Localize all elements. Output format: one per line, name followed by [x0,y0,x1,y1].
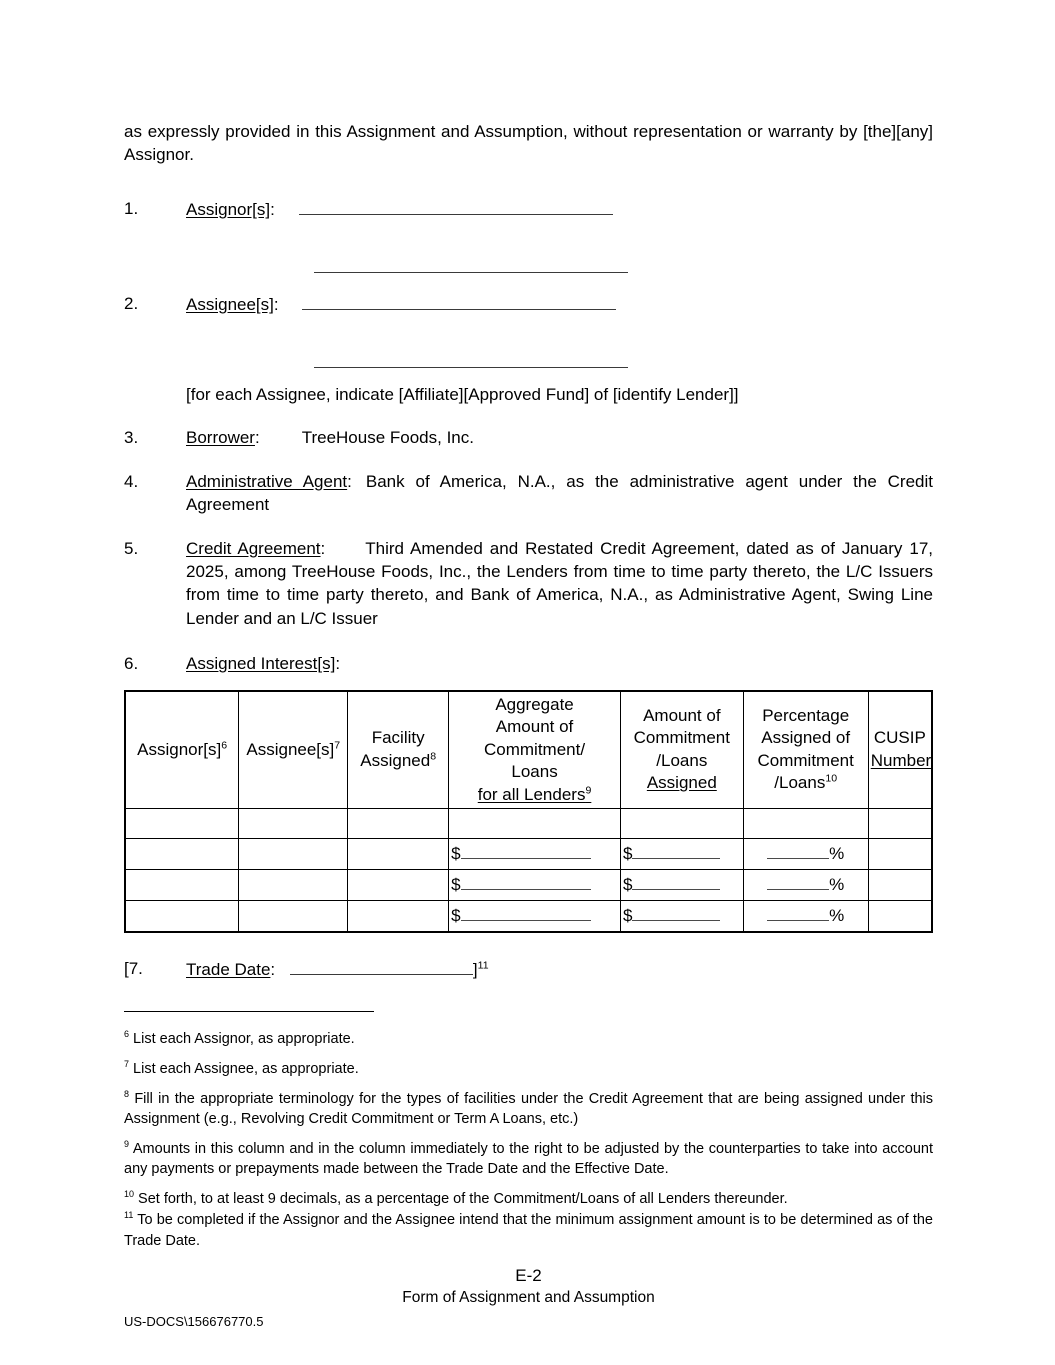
aggregate-amount-cell: $ [449,869,621,900]
assigned-interests-table [124,690,933,933]
borrower-value: TreeHouse Foods, Inc. [301,428,474,448]
empty-cell [743,808,868,838]
percentage-cell: % [743,838,868,869]
trade-date-blank [290,957,473,975]
footnote-ref-11: 11 [477,959,489,972]
item-number: 5. [124,538,139,558]
footnote-10: $^{10}$ Set forth, to at least 9 decimals, as a percentage of the Commitment/Loans of all Lenders thereunder. [124,1189,788,1207]
amount-blank [461,845,591,859]
header-cusip-number: CUSIP Number [868,691,932,809]
footnote-9: $^9$ Amounts in this column and in the column immediately to the right to be adjusted by the counterparties to take into account any payments or prepayments made between the Trade Date and the Effective Date. [124,1138,933,1178]
facility-cell [348,900,449,932]
empty-cell [868,808,932,838]
assignor-cell [125,900,239,932]
footnotes-section [124,1011,933,1251]
item-assignor [124,197,933,280]
label-colon: : [270,959,276,979]
facility-cell [348,869,449,900]
table-header-row [125,691,932,809]
assignee-cell [239,900,348,932]
page-footer [124,1264,933,1332]
label-colon: : [254,428,260,448]
table-data-row [125,900,932,932]
header-facility-assigned: Facility Assigned$^8$ [348,691,449,809]
item-number: 1. [124,198,139,218]
credit-agreement-label: Credit Agreement [186,538,321,558]
assignee-cell [239,838,348,869]
item-borrower [124,426,933,449]
footnote-8: $^8$ Fill in the appropriate terminology for the types of facilities under the Credit Agreement that are being assigned under this Assignment (e.g., Revolving Credit Commitment or Term A Loans, etc.) [124,1088,934,1128]
percent-blank [767,907,829,921]
header-aggregate-amount: Aggregate Amount of Commitment/ Loans for all Lenders$^9$ [449,691,621,809]
assignor-cell [125,869,239,900]
cusip-cell [868,869,932,900]
aggregate-amount-cell: $ [449,838,621,869]
admin-agent-value: Bank of America, N.A., as the administrative agent under the Credit Agreement [186,471,934,515]
table-data-row [125,838,932,869]
footnote-7: $^7$ List each Assignee, as appropriate. [124,1059,359,1078]
percentage-cell: % [743,900,868,932]
empty-cell [620,808,743,838]
assignor-blank-line-2 [314,255,628,273]
assignee-blank-line-2 [314,350,628,368]
percent-blank [767,876,829,890]
amount-blank [461,907,591,921]
item-number: 6. [124,654,139,674]
table-blank-row [125,808,932,838]
cusip-cell [868,838,932,869]
amount-blank [461,876,591,890]
item-assignee [124,292,933,375]
item-number: 3. [124,428,139,448]
borrower-label: Borrower [186,428,255,448]
amount-assigned-cell: $ [620,869,743,900]
item-admin-agent [124,470,933,517]
header-assignee: $Assignee[s]^7$ [239,691,348,809]
assignor-cell [125,838,239,869]
trade-date-label: Trade Date [186,959,271,979]
item-number: 2. [124,293,139,313]
assignor-blank-line-1 [299,197,613,215]
page-number: E-2 [515,1265,542,1285]
aggregate-amount-cell: $ [449,900,621,932]
facility-cell [348,838,449,869]
amount-assigned-cell: $ [620,900,743,932]
assigned-interests-label: Assigned Interest[s] [186,654,336,674]
amount-blank [632,907,720,921]
empty-cell [449,808,621,838]
footnote-6: $^6$ List each Assignor, as appropriate. [124,1029,355,1048]
assignee-cell [239,869,348,900]
footnote-separator [124,1011,374,1012]
assignee-label: Assignee[s] [186,294,274,314]
label-colon: : [273,294,279,314]
amount-blank [632,876,720,890]
item-assigned-interests [124,652,933,675]
empty-cell [125,808,239,838]
close-bracket: ] [472,959,478,979]
document-title: Form of Assignment and Assumption [402,1289,655,1307]
table-data-row [125,869,932,900]
intro-paragraph: as expressly provided in this Assignment and Assumption, without representation or warranty by [the][any] Assignor. [124,122,933,165]
document-id: US-DOCS\156676770.5 [124,1314,264,1330]
item-number: 4. [124,471,139,491]
empty-cell [348,808,449,838]
assignee-bracket-note: [for each Assignee, indicate [Affiliate][Approved Fund] of [identify Lender]] [186,384,739,404]
percent-blank [767,845,829,859]
item-credit-agreement [124,537,933,631]
assignee-blank-line-1 [302,292,616,310]
empty-cell [239,808,348,838]
assignor-label: Assignor[s] [186,199,271,219]
header-percentage-assigned: Percentage Assigned of Commitment /Loans$^{10}$ [743,691,868,809]
item-trade-date [124,957,933,981]
percentage-cell: % [743,869,868,900]
admin-agent-label: Administrative Agent [186,471,348,491]
footnote-11: $^{11}$ To be completed if the Assignor and the Assignee intend that the minimum assignment amount is to be determined as of the Trade Date. [124,1210,933,1250]
header-amount-assigned: Amount of Commitment /Loans Assigned [620,691,743,809]
label-colon: : [347,471,352,491]
amount-assigned-cell: $ [620,838,743,869]
credit-agreement-value: Third Amended and Restated Credit Agreement, dated as of January 17, 2025, among TreeHouse Foods, Inc., the Lenders from time to time party thereto, the L/C Issuers from time to time party thereto, and Bank of America, N.A., as Administrative Agent, Swing Line Lender and an L/C Issuer [186,538,934,628]
item-number: [7. [124,958,143,978]
label-colon: : [320,538,326,558]
label-colon: : [335,654,341,674]
header-assignor: $Assignor[s]^6$ [125,691,239,809]
cusip-cell [868,900,932,932]
label-colon: : [270,199,275,219]
amount-blank [632,845,720,859]
